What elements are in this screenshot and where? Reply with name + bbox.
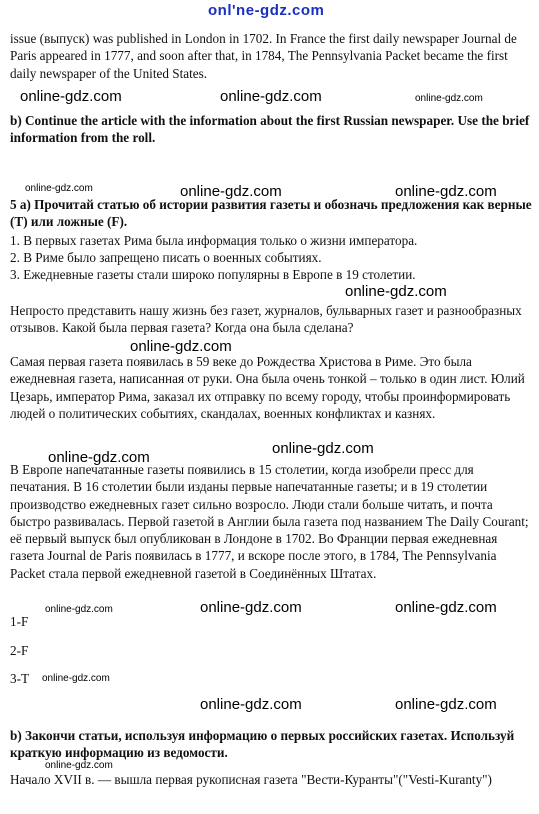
watermark: online-gdz.com: [345, 283, 447, 300]
english-paragraph: issue (выпуск) was published in London in 1702. In France the first daily newspaper Journal de Paris appeared in 1777, and soon after that, in 1784, The Pennsylvania Packet became the first daily newspaper of the United States.: [10, 31, 517, 81]
watermark: online-gdz.com: [42, 673, 110, 684]
watermark: online-gdz.com: [272, 440, 374, 457]
watermark: online-gdz.com: [395, 696, 497, 713]
statement-3: 3. Ежедневные газеты стали широко популярны в Европе в 19 столетии.: [10, 267, 416, 282]
watermark: online-gdz.com: [45, 760, 113, 771]
watermark: online-gdz.com: [45, 604, 113, 615]
statement-1: 1. В первых газетах Рима была информация только о жизни императора.: [10, 233, 418, 248]
final-line: Начало XVII в. — вышла первая рукописная газета "Вести-Куранты"("Vesti-Kuranty"): [10, 772, 492, 787]
watermark: online-gdz.com: [395, 183, 497, 200]
answer-3: 3-T: [10, 671, 30, 686]
russian-paragraph-1: Непросто представить нашу жизнь без газет, журналов, бульварных газет и разнообразных отзывов. Какой была первая газета? Когда она была сделана?: [10, 303, 522, 336]
watermark: online-gdz.com: [395, 599, 497, 616]
english-task-b: b) Continue the article with the information about the first Russian newspaper. Use the brief information from the roll.: [10, 113, 530, 146]
russian-paragraph-3: В Европе напечатанные газеты появились в 15 столетии, когда изобрели пресс для печатания. В 16 столетии были изданы первые напечатанные газеты; и в 19 столетии производство ежедневных газет сильно возросло. Люди стали больше читать, и почта быстро развивалась. Первой газетой в Англии была газета под названием The Daily Courant; её первый выпуск был опубликован в Лондоне в 1702. Во Франции первая ежедневная газета Journal de Paris появилась в 1777, и вскоре после этого, в 1784, The Pennsylvania Packet стала первой ежедневной газетой в Соединённых Штатах.: [10, 462, 529, 581]
watermark: online-gdz.com: [25, 183, 93, 194]
answer-1: 1-F: [10, 614, 29, 629]
watermark-top: onl'ne-gdz.com: [208, 2, 325, 19]
watermark: online-gdz.com: [220, 88, 322, 105]
watermark: online-gdz.com: [200, 696, 302, 713]
statement-2: 2. В Риме было запрещено писать о военных событиях.: [10, 250, 322, 265]
watermark: online-gdz.com: [415, 93, 483, 104]
watermark: online-gdz.com: [130, 338, 232, 355]
task5-heading: 5 а) Прочитай статью об истории развития газеты и обозначь предложения как верные (T) или ложные (F).: [10, 197, 532, 230]
watermark: online-gdz.com: [200, 599, 302, 616]
watermark: online-gdz.com: [20, 88, 122, 105]
russian-task-b: b) Закончи статьи, используя информацию о первых российских газетах. Используй краткую информацию из ведомости.: [10, 728, 515, 761]
watermark: online-gdz.com: [48, 449, 150, 466]
answer-2: 2-F: [10, 643, 29, 658]
russian-paragraph-2: Самая первая газета появилась в 59 веке до Рождества Христова в Риме. Это была ежедневная газета, написанная от руки. Она была очень тонкой – только в один лист. Юлий Цезарь, император Рима, заказал их отправку по всему городу, чтобы проинформировать людей о политических событиях, скандалах, военных конфликтах и казнях.: [10, 354, 525, 421]
watermark: online-gdz.com: [180, 183, 282, 200]
